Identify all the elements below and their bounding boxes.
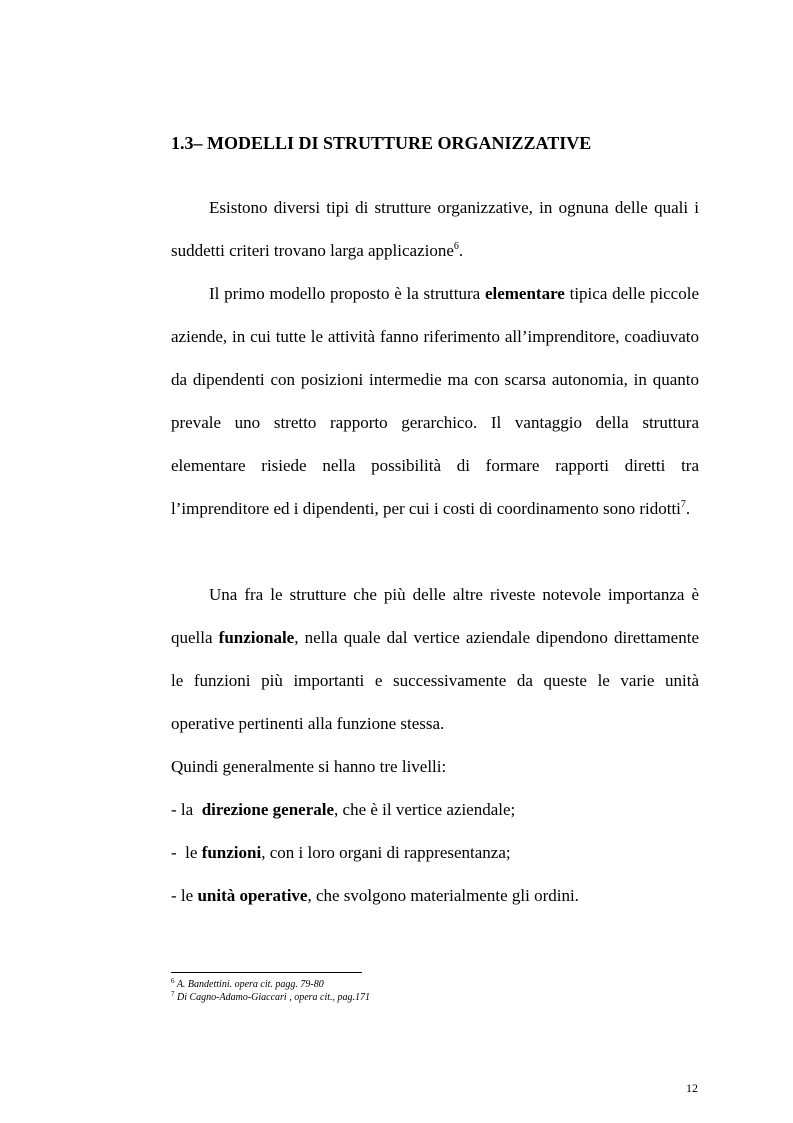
- footnote-text: A. Bandettini. opera cit. pagg. 79-80: [176, 979, 324, 990]
- footnote-number: 6: [171, 977, 175, 985]
- level-rest: , che è il vertice aziendale;: [334, 800, 516, 819]
- paragraph-1-end: .: [458, 241, 464, 260]
- term-elementare: elementare: [484, 284, 565, 303]
- paragraph-2-text: [171, 272, 699, 530]
- paragraph-3-body: , nella quale dal vertice aziendale dipendono direttamente le funzioni più importanti e successivamente da queste le varie unità operative pertinenti alla funzione stessa.: [171, 628, 699, 733]
- level-prefix: - le: [171, 843, 202, 862]
- paragraph-2-body: tipica delle piccole aziende, in cui tutte le attività fanno riferimento all’imprenditore, coadiuvato da dipendenti con posizioni intermedie ma con scarsa autonomia, in quanto prevale uno stretto rapporto gerarchico. Il vantaggio della struttura elementare risiede nella possibilità di formare rapporti diretti tra l’imprenditore ed i dipendenti, per cui i costi di coordinamento sono ridotti: [171, 284, 699, 518]
- footnote-7: [171, 991, 370, 1004]
- level-rest: , che svolgono materialmente gli ordini.: [307, 886, 579, 905]
- paragraph-2: [171, 272, 699, 530]
- footnote-ref-7: 7: [680, 499, 686, 510]
- level-prefix: - la: [171, 800, 202, 819]
- term-unita-operative: unità operative: [197, 886, 308, 905]
- term-funzionale: funzionale: [218, 628, 295, 647]
- paragraph-3-lead: Una fra le strutture che più delle altre riveste notevole importanza è quella: [171, 585, 699, 647]
- term-funzioni: funzioni: [201, 843, 262, 862]
- footnote-text: Di Cagno-Adamo-Giaccari , opera cit., pag.171: [177, 992, 371, 1003]
- footnotes: [171, 978, 370, 1004]
- footnote-separator: [171, 972, 362, 973]
- footnote-6: [171, 978, 370, 991]
- paragraph-1: [171, 186, 699, 272]
- level-rest: , con i loro organi di rappresentanza;: [261, 843, 511, 862]
- paragraph-3: [171, 573, 699, 917]
- level-item: [171, 874, 699, 917]
- level-prefix: - le: [171, 886, 198, 905]
- paragraph-1-text: [171, 186, 699, 272]
- level-item: [171, 831, 699, 874]
- paragraph-2-lead: Il primo modello proposto è la struttura: [209, 284, 485, 303]
- paragraph-3-text: [171, 573, 699, 745]
- page-number: 12: [686, 1081, 698, 1095]
- footnote-number: 7: [171, 990, 175, 998]
- term-direzione-generale: direzione generale: [201, 800, 335, 819]
- paragraph-1-body: Esistono diversi tipi di strutture organizzative, in ognuna delle quali i suddetti criteri trovano larga applicazione: [171, 198, 699, 260]
- paragraph-2-end: .: [685, 499, 691, 518]
- footnote-ref-6: 6: [453, 241, 459, 252]
- section-heading: 1.3– MODELLI DI STRUTTURE ORGANIZZATIVE: [171, 133, 592, 153]
- level-item: [171, 788, 699, 831]
- paragraph-3-last-line: Quindi generalmente si hanno tre livelli:: [171, 757, 447, 776]
